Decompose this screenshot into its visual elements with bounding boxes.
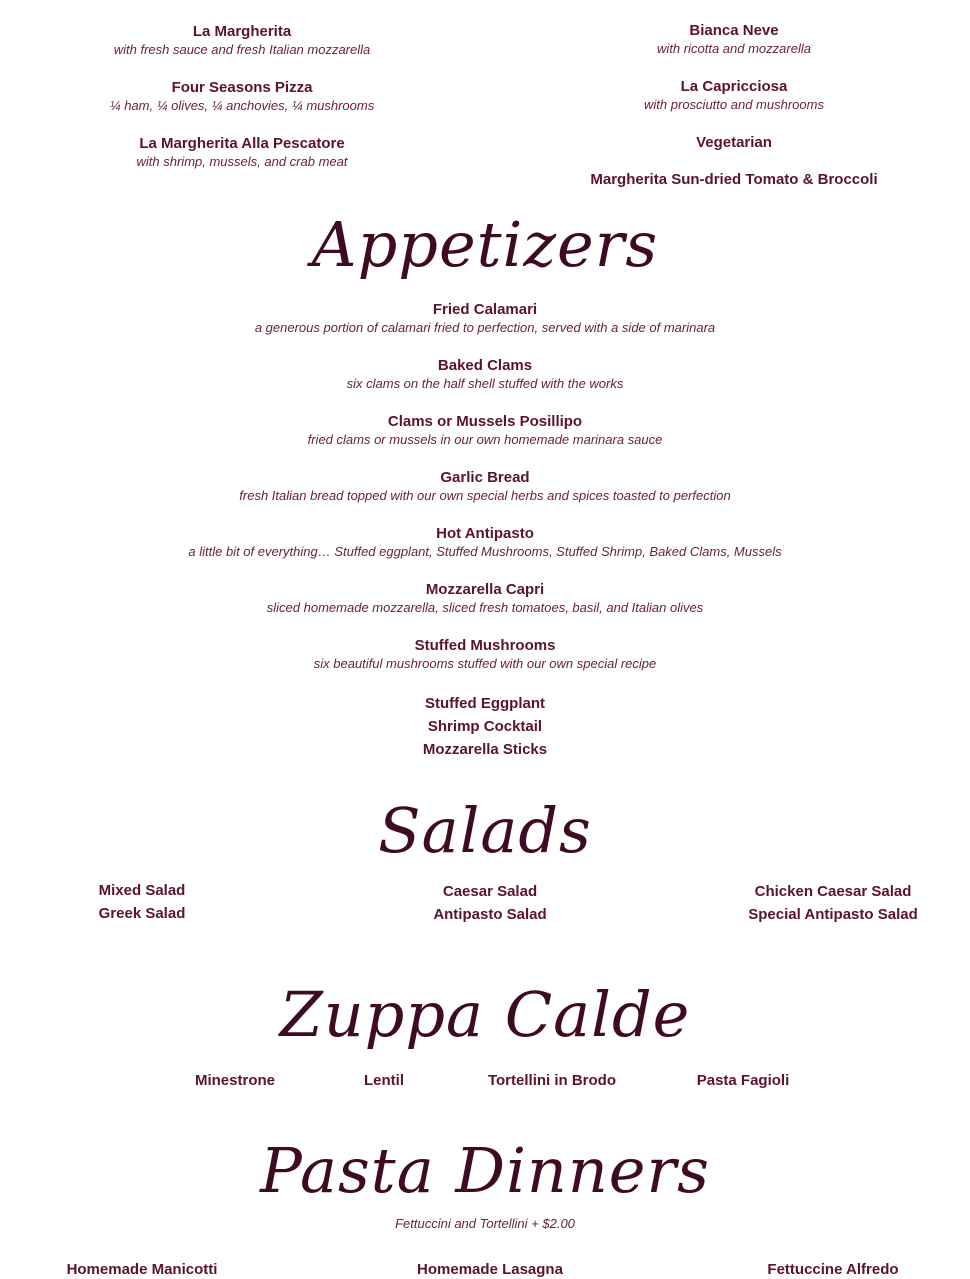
- item-description: with ricotta and mozzarella: [657, 41, 811, 56]
- item-name: Four Seasons Pizza: [171, 79, 313, 96]
- item-name: Margherita Sun-dried Tomato & Broccoli: [590, 171, 878, 188]
- item-name: La Margherita Alla Pescatore: [139, 135, 345, 152]
- item-description: ¼ ham, ¼ olives, ¼ anchovies, ¼ mushrooms: [109, 98, 375, 113]
- item-name: Chicken Caesar Salad: [754, 883, 912, 900]
- item-description: sliced homemade mozzarella, sliced fresh tomatoes, basil, and Italian olives: [266, 600, 704, 615]
- item-name: Shrimp Cocktail: [427, 718, 543, 735]
- menu-item: [0, 718, 970, 736]
- item-description: a generous portion of calamari fried to perfection, served with a side of marinara: [254, 320, 716, 335]
- item-description: fried clams or mussels in our own homemade marinara sauce: [307, 432, 663, 447]
- menu-item: [0, 637, 970, 673]
- menu-item: [0, 741, 970, 759]
- menu-item: [0, 695, 970, 713]
- item-name: Fried Calamari: [432, 301, 538, 318]
- pasta-note: Fettuccini and Tortellini + $2.00: [395, 1216, 575, 1231]
- item-name: Greek Salad: [98, 905, 186, 922]
- salad-column: [703, 883, 963, 924]
- item-name: Special Antipasto Salad: [748, 906, 918, 923]
- item-description: with fresh sauce and fresh Italian mozzarella: [113, 42, 371, 57]
- section-title-zuppa: Zuppa Calde: [279, 978, 691, 1051]
- item-description: a little bit of everything… Stuffed eggplant, Stuffed Mushrooms, Stuffed Shrimp, Baked Clams, Mussels: [188, 544, 782, 559]
- menu-item: [42, 23, 442, 59]
- item-description: with prosciutto and mushrooms: [644, 97, 824, 112]
- item-name: Tortellini in Brodo: [487, 1072, 617, 1089]
- salad-column: [12, 882, 272, 923]
- item-name: Garlic Bread: [440, 469, 530, 486]
- item-name: La Capricciosa: [680, 78, 788, 95]
- section-title-salads: Salads: [378, 794, 592, 867]
- menu-item: [534, 78, 934, 114]
- menu-item: [0, 413, 970, 449]
- item-name: La Margherita: [192, 23, 292, 40]
- menu-item: [0, 525, 970, 561]
- item-description: with shrimp, mussels, and crab meat: [136, 154, 348, 169]
- menu-item: [0, 357, 970, 393]
- menu-item: [534, 134, 934, 152]
- section-title-pasta: Pasta Dinners: [260, 1134, 710, 1207]
- item-description: six beautiful mushrooms stuffed with our own special recipe: [313, 656, 657, 671]
- menu-item: [534, 22, 934, 58]
- menu-item: [0, 301, 970, 337]
- menu-item: [42, 79, 442, 115]
- salad-column: [360, 883, 620, 924]
- item-name: Vegetarian: [696, 134, 772, 151]
- menu-item: [0, 469, 970, 505]
- item-name: Homemade Manicotti: [66, 1261, 218, 1278]
- item-name: Mozzarella Sticks: [422, 741, 548, 758]
- item-name: Pasta Fagioli: [696, 1072, 790, 1089]
- item-name: Lentil: [364, 1072, 404, 1089]
- item-name: Homemade Lasagna: [417, 1261, 563, 1278]
- menu-item: [0, 581, 970, 617]
- item-name: Mozzarella Capri: [425, 581, 545, 598]
- item-name: Fettuccine Alfredo: [767, 1261, 899, 1278]
- item-name: Baked Clams: [437, 357, 533, 374]
- item-name: Hot Antipasto: [436, 525, 534, 542]
- item-name: Caesar Salad: [442, 883, 538, 900]
- item-name: Mixed Salad: [98, 882, 186, 899]
- item-description: fresh Italian bread topped with our own special herbs and spices toasted to perfection: [239, 488, 731, 503]
- menu-item: [42, 135, 442, 171]
- item-name: Clams or Mussels Posillipo: [387, 413, 583, 430]
- section-title-appetizers: Appetizers: [311, 208, 659, 281]
- item-name: Stuffed Mushrooms: [414, 637, 556, 654]
- item-name: Antipasto Salad: [433, 906, 547, 923]
- item-name: Bianca Neve: [689, 22, 779, 39]
- item-name: Stuffed Eggplant: [425, 695, 545, 712]
- menu-item: [534, 171, 934, 189]
- item-name: Minestrone: [194, 1072, 275, 1089]
- item-description: six clams on the half shell stuffed with the works: [346, 376, 624, 391]
